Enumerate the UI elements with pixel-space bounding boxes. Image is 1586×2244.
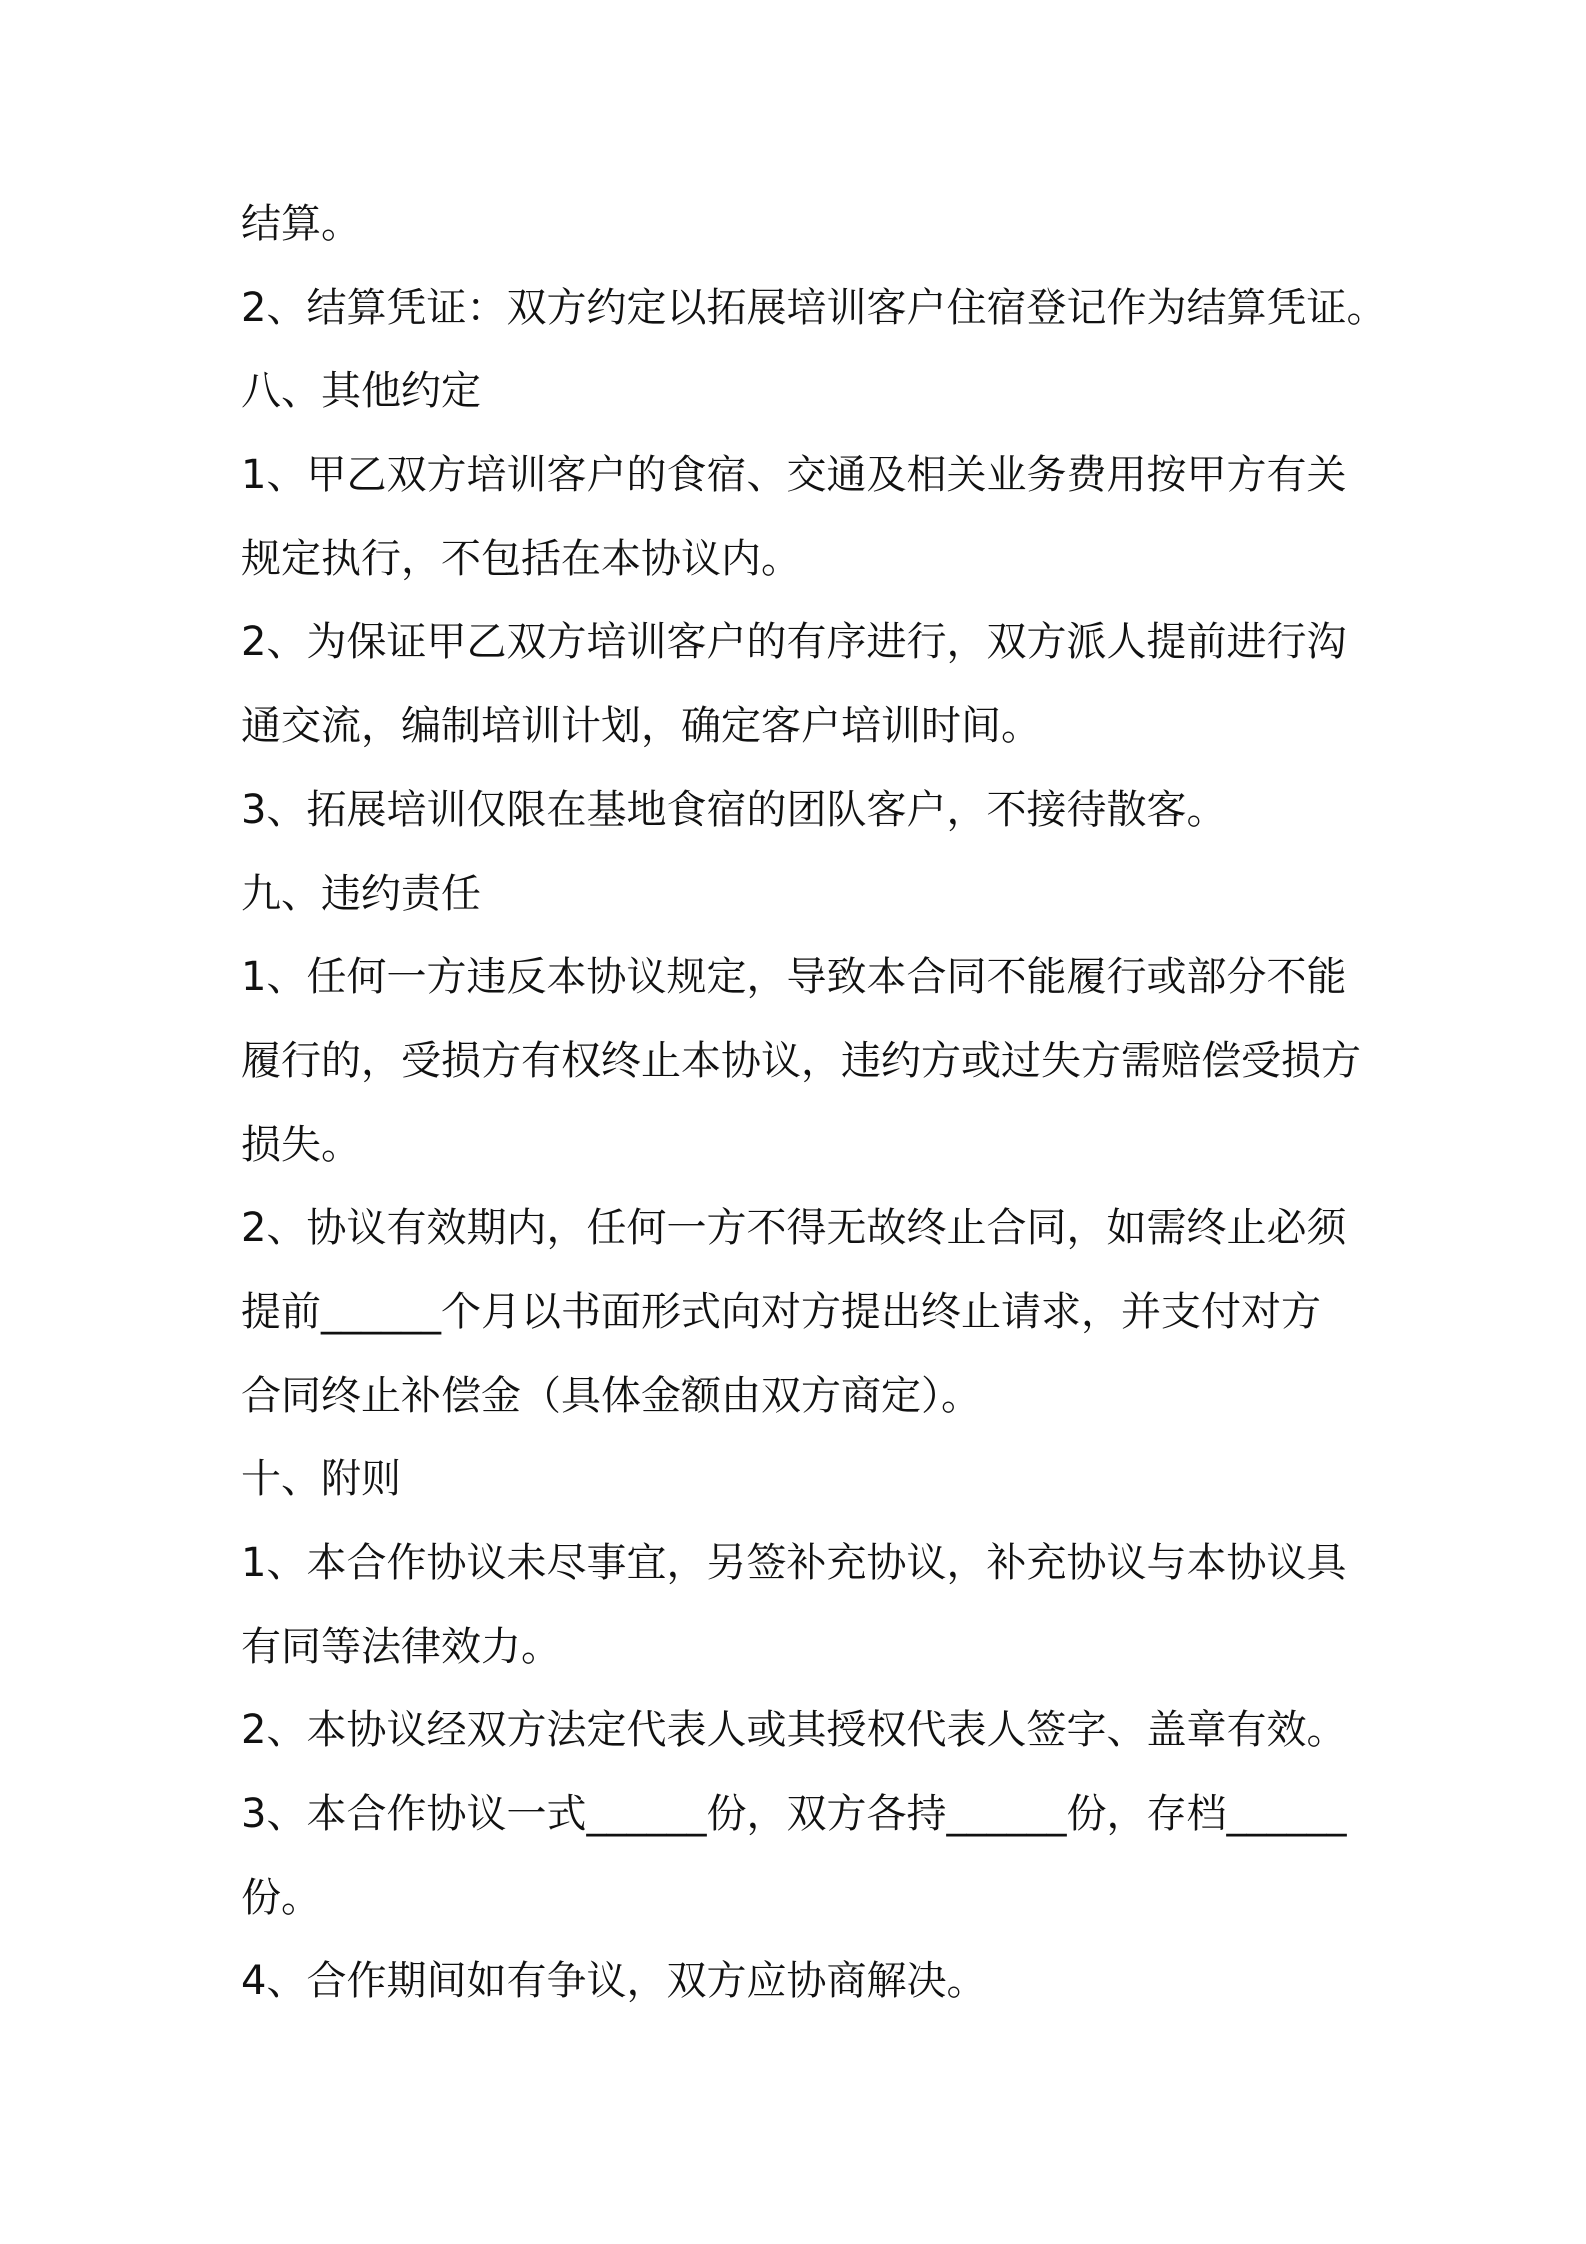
section-heading: 八、其他约定: [241, 368, 481, 415]
paragraph-line: 2、协议有效期内，任何一方不得无故终止合同，如需终止必须: [241, 1205, 1347, 1252]
paragraph-10-2: [241, 1689, 1481, 1773]
paragraph-8-1: [241, 434, 1481, 601]
paragraph-settlement-continued: [241, 183, 1481, 267]
paragraph-line: 2、本协议经双方法定代表人或其授权代表人签字、盖章有效。: [241, 1707, 1347, 1754]
paragraph-9-2: [241, 1187, 1481, 1438]
section-heading-10: [241, 1438, 1481, 1522]
paragraph-line: 结算。: [241, 201, 361, 247]
section-heading: 十、附则: [241, 1456, 401, 1503]
paragraph-line: 规定执行，不包括在本协议内。: [241, 535, 801, 582]
paragraph-line: 履行的，受损方有权终止本协议，违约方或过失方需赔偿受损方: [241, 1037, 1361, 1084]
paragraph-line: 2、结算凭证：双方约定以拓展培训客户住宿登记作为结算凭证。: [241, 284, 1387, 331]
paragraph-10-4: [241, 1940, 1481, 2024]
paragraph-line: 有同等法律效力。: [241, 1623, 561, 1670]
paragraph-10-1: [241, 1522, 1481, 1689]
paragraph-8-2: [241, 601, 1481, 768]
paragraph-10-3: [241, 1773, 1481, 1940]
paragraph-line: 1、甲乙双方培训客户的食宿、交通及相关业务费用按甲方有关: [241, 452, 1347, 499]
paragraph-line: 1、任何一方违反本协议规定，导致本合同不能履行或部分不能: [241, 954, 1347, 1001]
section-heading-8: [241, 350, 1481, 434]
paragraph-line: 3、拓展培训仅限在基地食宿的团队客户，不接待散客。: [241, 786, 1227, 833]
paragraph-9-1: [241, 936, 1481, 1187]
paragraph-line: 1、本合作协议未尽事宜，另签补充协议，补充协议与本协议具: [241, 1540, 1347, 1586]
paragraph-line: 份。: [241, 1874, 321, 1921]
paragraph-line: 合同终止补偿金（具体金额由双方商定）。: [241, 1372, 981, 1419]
paragraph-line: 通交流，编制培训计划，确定客户培训时间。: [241, 703, 1041, 750]
section-heading: 九、违约责任: [241, 870, 481, 917]
paragraph-line: 2、为保证甲乙双方培训客户的有序进行，双方派人提前进行沟: [241, 619, 1347, 666]
paragraph-8-3: [241, 769, 1481, 853]
paragraph-line: 3、本合作协议一式______份，双方各持______份，存档______: [241, 1791, 1347, 1838]
paragraph-settlement-voucher: [241, 267, 1481, 351]
document-body: [241, 183, 1481, 2024]
paragraph-line: 损失。: [241, 1121, 361, 1168]
paragraph-line: 4、合作期间如有争议，双方应协商解决。: [241, 1958, 987, 2005]
paragraph-line: 提前______个月以书面形式向对方提出终止请求，并支付对方: [241, 1288, 1321, 1335]
section-heading-9: [241, 853, 1481, 937]
